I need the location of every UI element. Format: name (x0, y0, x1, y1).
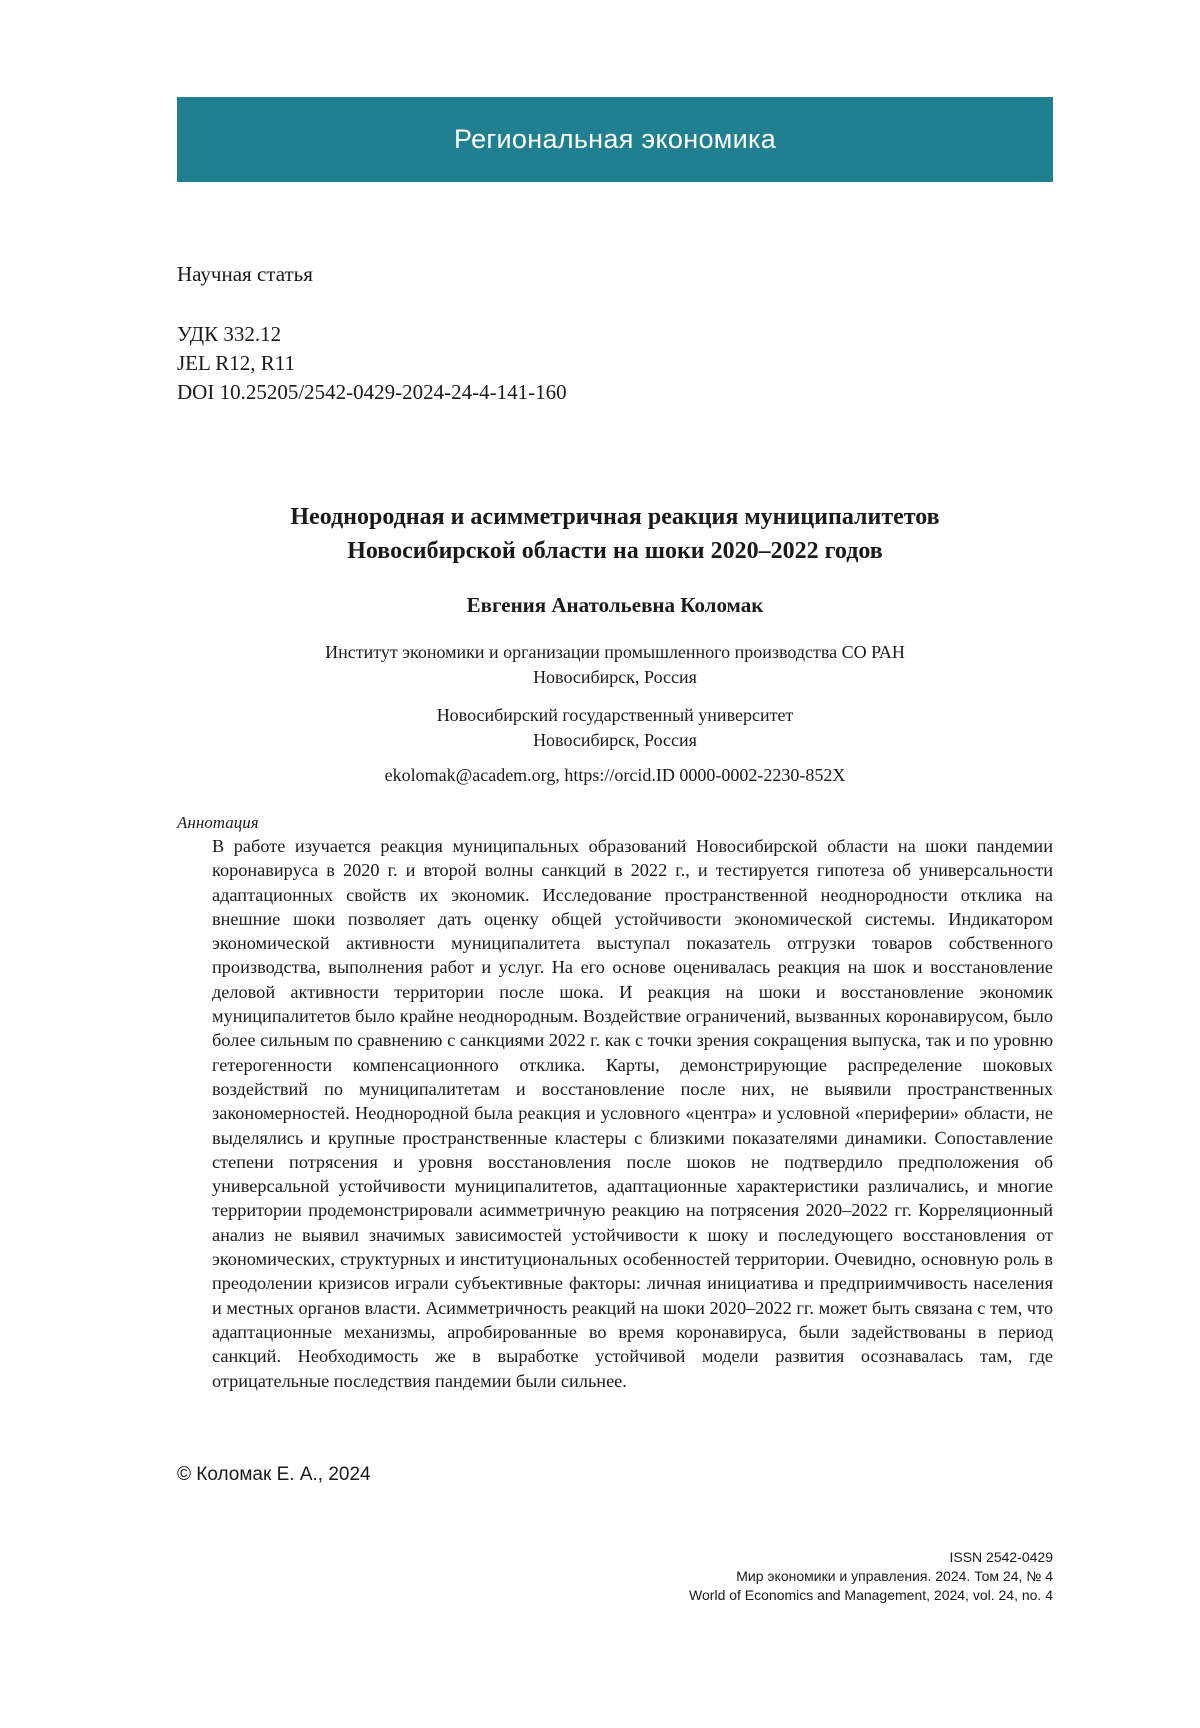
abstract-text: В работе изучается реакция муниципальных образований Новосибирской области на шоки пандемии коронавируса в 2020 г. и второй волны санкций в 2022 г., и тестируется гипотеза об универсальности адаптационных свойств их экономик. Исследование пространственной неоднородности отклика на внешние шоки позволяет дать оценку общей устойчивости экономической системы. Индикатором экономической активности муниципалитета выступал показатель отгрузки товаров собственного производства, выполнения работ и услуг. На его основе оценивалась реакция на шок и восстановление деловой активности территории после шока. И реакция на шоки и восстановление экономик муниципалитетов было крайне неоднородным. Воздействие ограничений, вызванных коронавирусом, было более сильным по сравнению с санкциями 2022 г. как с точки зрения сокращения выпуска, так и по уровню гетерогенности компенсационного отклика. Карты, демонстрирующие распределение шоковых воздействий по муниципалитетам и восстановление после них, не выявили пространственных закономерностей. Неоднородной была реакция и условного «центра» и условной «периферии» области, не выделялись и крупные пространственные кластеры с близкими показателями динамики. Сопоставление степени потрясения и уровня восстановления после шоков не подтвердило предположения об универсальной устойчивости муниципалитетов, адаптационные характеристики различались, и многие территории продемонстрировали асимметричную реакцию на потрясения 2020–2022 гг. Корреляционный анализ не выявил значимых зависимостей устойчивости к шоку и последующего восстановления от экономических, структурных и институциональных особенностей территории. Очевидно, основную роль в преодолении кризисов играли субъективные факторы: личная инициатива и предприимчивость населения и местных органов власти. Асимметричность реакций на шоки 2020–2022 гг. может быть связана с тем, что адаптационные механизмы, апробированные во время коронавируса, были задействованы в период санкций. Необходимость же в выработке устойчивой модели развития осознавалась там, где отрицательные последствия пандемии были сильнее. (212, 836, 1053, 1391)
issn: ISSN 2542-0429 (949, 1549, 1053, 1565)
author-name: Евгения Анатольевна Коломак (466, 593, 764, 617)
doi: DOI 10.25205/2542-0429-2024-24-4-141-160 (177, 380, 567, 404)
affiliation-org: Институт экономики и организации промышленного производства СО РАН (325, 642, 905, 662)
affiliation-city: Новосибирск, Россия (533, 667, 697, 687)
affiliation-org: Новосибирский государственный университет (436, 705, 794, 725)
abstract-label: Аннотация (177, 813, 259, 832)
article-title-line-1: Неоднородная и асимметричная реакция муниципалитетов (290, 504, 940, 530)
journal-citation-ru: Мир экономики и управления. 2024. Том 24, № 4 (736, 1568, 1053, 1584)
affiliation-1 (177, 640, 1053, 690)
copyright: © Коломак Е. А., 2024 (177, 1464, 371, 1485)
article-identifiers (177, 320, 567, 407)
article-title-line-2: Новосибирской области на шоки 2020–2022 годов (347, 538, 883, 564)
udc-code: УДК 332.12 (177, 322, 282, 346)
journal-footer (689, 1548, 1053, 1605)
section-title: Региональная экономика (453, 124, 777, 154)
journal-citation-en: World of Economics and Management, 2024, vol. 24, no. 4 (689, 1587, 1053, 1603)
affiliation-city: Новосибирск, Россия (533, 730, 697, 750)
author-contact: ekolomak@academ.org, https://orcid.ID 0000-0002-2230-852X (384, 765, 846, 785)
article-title (177, 500, 1053, 568)
section-banner (177, 97, 1053, 182)
article-type: Научная статья (177, 262, 313, 286)
affiliation-2 (177, 703, 1053, 753)
jel-code: JEL R12, R11 (177, 351, 296, 375)
